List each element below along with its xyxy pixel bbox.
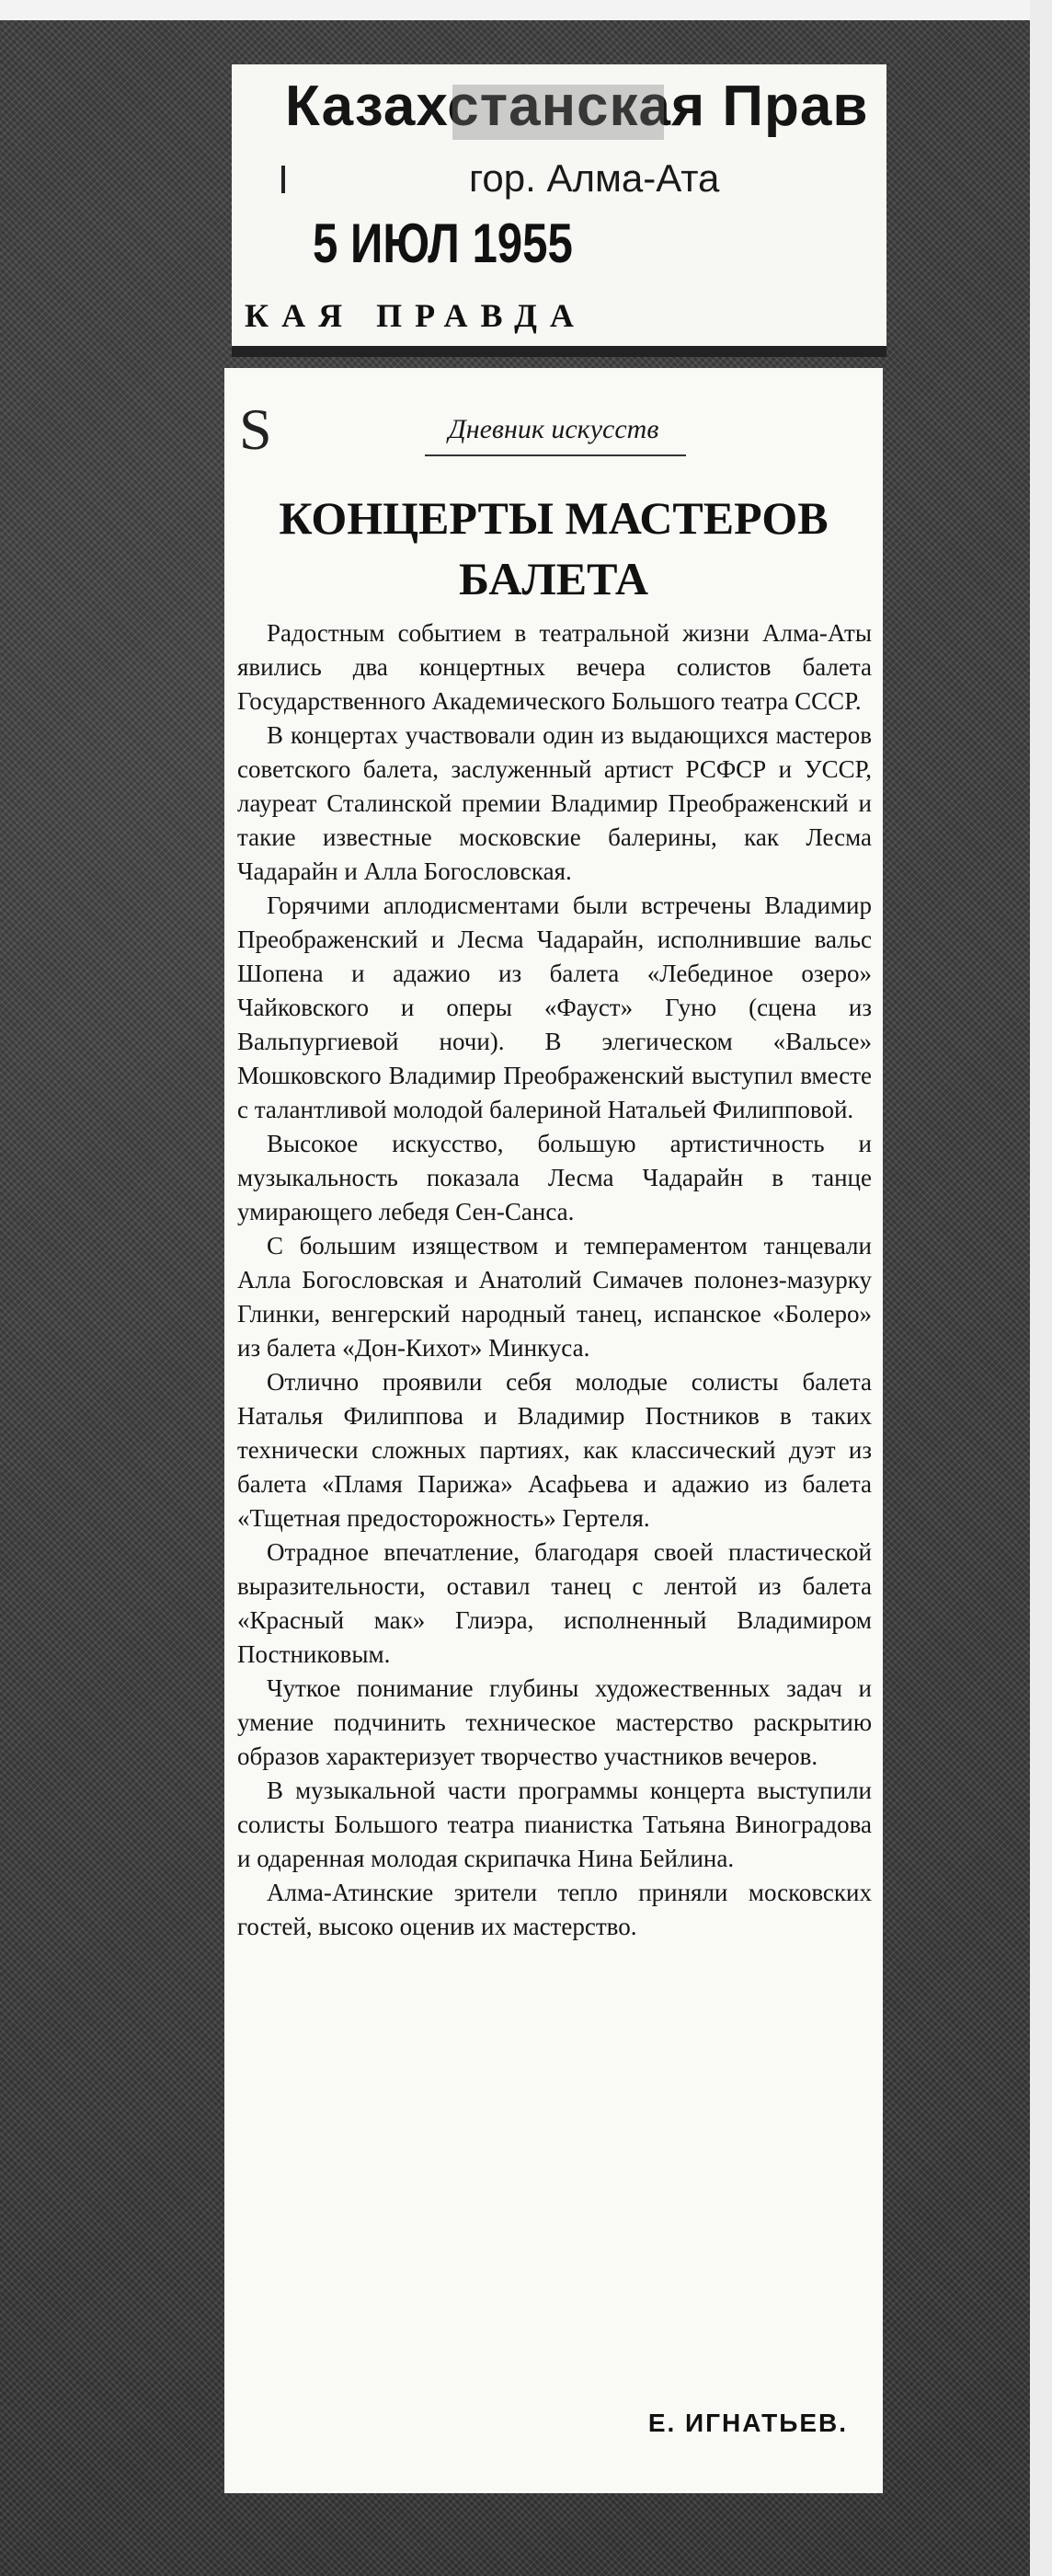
rubric-underline	[425, 454, 686, 456]
article-paragraph: В музыкальной части программы концерта выступили солисты Большого театра пианистка Татьяна Виноградова и одаренная молодая скрипачка Нина Бейлина.	[237, 1777, 872, 1872]
city-line: гор. Алма-Ата	[469, 156, 720, 200]
scan-right-edge	[1030, 0, 1052, 2576]
article-paragraph: Высокое искусство, большую артистичность и музыкальность показала Лесма Чадарайн в танце умирающего лебедя Сен-Санса.	[237, 1130, 872, 1225]
article-paragraph: Отлично проявили себя молодые солисты балета Наталья Филиппова и Владимир Постников в таких технически сложных партиях, как классический дуэт из балета «Пламя Парижа» Асафьева и адажио из балета «Тщетная предосторожность» Гертеля.	[237, 1368, 872, 1532]
article-paragraph: Радостным событием в театральной жизни Алма-Аты явились два концертных вечера солистов балета Государственного Академического Большого театра СССР.	[237, 619, 872, 715]
date-stamp: 5 ИЮЛ 1955	[313, 213, 573, 274]
article-paragraph: Отрадное впечатление, благодаря своей пластической выразительности, оставил танец с лентой из балета «Красный мак» Глиэра, исполненный Владимиром Постниковым.	[237, 1538, 872, 1668]
headline-line-2: БАЛЕТА	[458, 553, 649, 604]
newspaper-masthead-clipping	[232, 64, 886, 357]
author-signature: Е. ИГНАТЬЕВ.	[647, 2409, 848, 2437]
article-paragraph: Алма-Атинские зрители тепло приняли московских гостей, высоко оценив их мастерство.	[237, 1879, 872, 1940]
article-headline	[224, 488, 883, 609]
margin-mark	[281, 166, 285, 193]
article-paragraph: С большим изяществом и темпераментом танцевали Алла Богословская и Анатолий Симачев полонез-мазурку Глинки, венгерский народный танец, испанское «Болеро» из балета «Дон-Кихот» Минкуса.	[237, 1232, 872, 1362]
scan-top-edge	[0, 0, 1052, 20]
headline-line-1: КОНЦЕРТЫ МАСТЕРОВ	[279, 492, 829, 544]
masthead-rule	[232, 346, 886, 357]
newspaper-title: Казахстанская Прав	[285, 75, 869, 138]
newspaper-name-partial: КАЯ ПРАВДА	[245, 297, 587, 334]
article-paragraph: Чуткое понимание глубины художественных задач и умение подчинить техническое мастерство раскрытию образов характеризует творчество участников вечеров.	[237, 1674, 872, 1770]
article-clipping	[224, 368, 883, 2493]
article-body	[237, 616, 872, 1944]
article-paragraph: В концертах участвовали один из выдающихся мастеров советского балета, заслуженный артист РСФСР и УССР, лауреат Сталинской премии Владимир Преображенский и такие известные московские балерины, как Лесма Чадарайн и Алла Богословская.	[237, 721, 872, 885]
handwritten-mark: S	[239, 397, 272, 462]
article-paragraph: Горячими аплодисментами были встречены Владимир Преображенский и Лесма Чадарайн, исполнившие вальс Шопена и адажио из балета «Лебединое озеро» Чайковского и оперы «Фауст» Гуно (сцена из Вальпургиевой ночи). В элегическом «Вальсе» Мошковского Владимир Преображенский выступил вместе с талантливой молодой балериной Натальей Филипповой.	[237, 891, 872, 1123]
ink-smear	[452, 85, 664, 140]
section-rubric: Дневник искусств	[448, 414, 659, 444]
